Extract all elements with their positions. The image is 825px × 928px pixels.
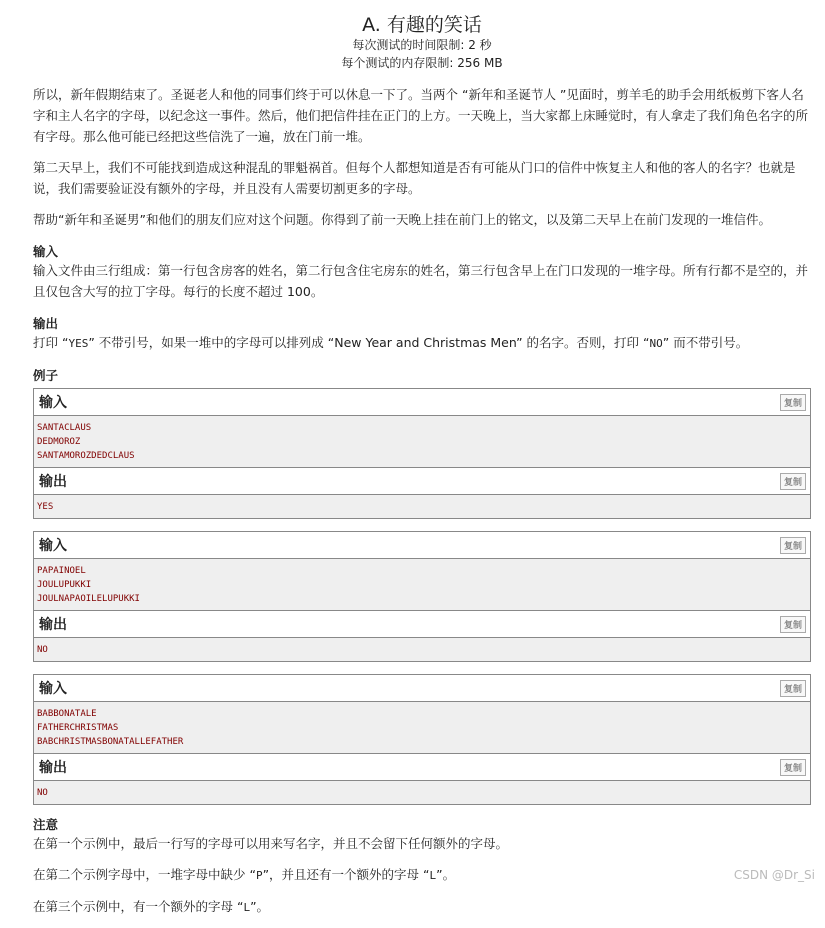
sample-input-line: JOULUPUKKI [37, 580, 92, 590]
output-spec-title: 输出 [33, 316, 59, 331]
examples-title: 例子 [33, 368, 59, 383]
watermark: CSDN @Dr_Si [733, 868, 815, 882]
input-spec-text: 输入文件由三行组成：第一行包含房客的姓名，第二行包含住宅房东的姓名，第三行包含早上在门口发现的一堆字母。所有行都不是空的，并且仅包含大写的拉丁字母。每行的长度不超过 100。 [33, 263, 809, 299]
time-limit: 每次测试的时间限制: 2 秒 [352, 38, 492, 52]
sample-output-line: NO [37, 788, 48, 798]
legend-paragraph: 第二天早上，我们不可能找到造成这种混乱的罪魁祸首。但每个人都想知道是否有可能从门口的信件中恢复主人和他的客人的名字？也就是说，我们需要验证没有额外的字母，并且没有人需要切割更多的字母。 [33, 160, 796, 196]
note-title: 注意 [33, 817, 59, 832]
sample-output-line: YES [37, 502, 54, 512]
note-paragraph: 在第二个示例字母中，一堆字母中缺少 “P”，并且还有一个额外的字母 “L”。 [33, 867, 456, 882]
problem-statement [33, 0, 811, 928]
sample-input-line: BABCHRISTMASBONATALLEFATHER [37, 737, 184, 747]
sample-input-line: SANTACLAUS [37, 423, 92, 433]
sample-input-line: FATHERCHRISTMAS [37, 723, 119, 733]
sample-input-line: PAPAINOEL [37, 566, 86, 576]
sample-output[interactable] [34, 638, 810, 661]
sample-output-line: NO [37, 645, 48, 655]
sample-test [33, 531, 811, 662]
sample-input[interactable] [34, 416, 810, 468]
copy-input-button[interactable]: 复制 [780, 680, 806, 697]
sample-output-header [34, 468, 810, 495]
legend-paragraph: 帮助“新年和圣诞男”和他们的朋友们应对这个问题。你得到了前一天晚上挂在前门上的铭文，以及第二天早上在前门发现的一堆信件。 [33, 212, 771, 227]
input-spec-title: 输入 [33, 244, 59, 259]
copy-output-button[interactable]: 复制 [780, 473, 806, 490]
copy-output-button[interactable]: 复制 [780, 616, 806, 633]
sample-input-line: DEDMOROZ [37, 437, 81, 447]
sample-output-header [34, 754, 810, 781]
sample-output[interactable] [34, 781, 810, 804]
sample-output-title: 输出 [39, 760, 67, 776]
sample-output[interactable] [34, 495, 810, 518]
sample-input-line: SANTAMOROZDEDCLAUS [37, 451, 135, 461]
sample-input-line: BABBONATALE [37, 709, 97, 719]
note-paragraph: 在第一个示例中，最后一行写的字母可以用来写名字，并且不会留下任何额外的字母。 [33, 836, 509, 851]
note-paragraph: 在第三个示例中，有一个额外的字母 “L”。 [33, 899, 270, 914]
sample-test [33, 674, 811, 805]
legend-paragraph: 所以，新年假期结束了。圣诞老人和他的同事们终于可以休息一下了。当两个 “新年和圣诞节人 ”见面时，剪羊毛的助手会用纸板剪下客人名字和主人名字的字母，以纪念这一事件。然后，他们把信件挂在正门的上方。一天晚上，当大家都上床睡觉时，有人拿走了我们角色名字的所有字母。那么他可能已经把这些信洗了一遍，放在门前一堆。 [33, 87, 809, 144]
sample-input-header [34, 532, 810, 559]
sample-input[interactable] [34, 559, 810, 611]
sample-input-line: JOULNAPAOILELUPUKKI [37, 594, 140, 604]
sample-input[interactable] [34, 702, 810, 754]
sample-input-title: 输入 [39, 395, 67, 411]
copy-input-button[interactable]: 复制 [780, 394, 806, 411]
sample-output-header [34, 611, 810, 638]
sample-output-title: 输出 [39, 474, 67, 490]
sample-input-header [34, 675, 810, 702]
sample-output-title: 输出 [39, 617, 67, 633]
sample-test [33, 388, 811, 519]
problem-title: A. 有趣的笑话 [362, 14, 482, 36]
copy-output-button[interactable]: 复制 [780, 759, 806, 776]
memory-limit: 每个测试的内存限制: 256 MB [341, 56, 503, 70]
output-spec-text: 打印 “YES” 不带引号，如果一堆中的字母可以排列成 “New Year and Christmas Men” 的名字。否则，打印 “NO” 而不带引号。 [33, 335, 749, 350]
sample-input-title: 输入 [39, 681, 67, 697]
sample-input-title: 输入 [39, 538, 67, 554]
sample-input-header [34, 389, 810, 416]
copy-input-button[interactable]: 复制 [780, 537, 806, 554]
